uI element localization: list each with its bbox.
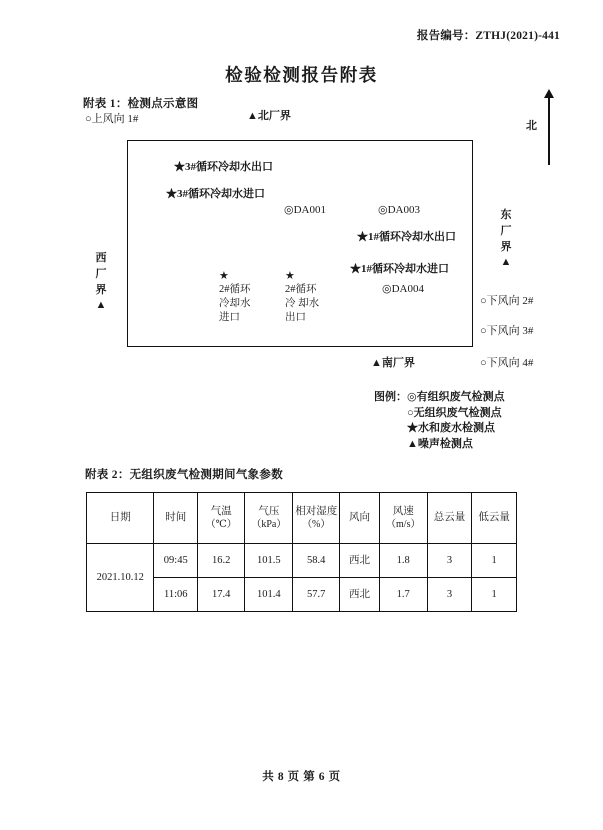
cell-temperature: 16.2 (198, 544, 245, 578)
point-label-cw2-inlet-text: 2#循环 冷却水 进口 (219, 284, 251, 323)
col-temperature (198, 493, 245, 544)
col-humidity-name: 相对湿度 (295, 505, 338, 517)
cell-low-cloud: 1 (472, 544, 517, 578)
table-body (87, 544, 517, 612)
star-icon: ★ (285, 270, 295, 282)
cell-wind-direction: 西北 (340, 578, 380, 612)
col-total-cloud-name: 总云量 (433, 512, 466, 524)
cell-pressure: 101.4 (245, 578, 293, 612)
page-footer: 共 8 页 第 6 页 (262, 771, 341, 783)
col-wind-direction-name: 风向 (348, 512, 370, 524)
east-boundary-char-0: 东 (500, 209, 512, 221)
point-label-cw2-outlet-text: 2#循环 冷 却水 出口 (285, 284, 320, 323)
col-pressure (245, 493, 293, 544)
compass-north-label: 北 (526, 120, 537, 132)
east-boundary-char-2: 界 (500, 241, 512, 253)
east-boundary-char-1: 厂 (500, 225, 512, 237)
point-label-cw2-inlet (219, 270, 251, 325)
report-number: 报告编号：ZTHJ(2021)-441 (416, 30, 560, 42)
legend-item-water: ★水和废水检测点 (407, 422, 495, 434)
cell-low-cloud: 1 (472, 578, 517, 612)
north-arrow-icon (548, 97, 550, 165)
legend (374, 390, 505, 452)
col-pressure-unit: （kPa） (251, 519, 287, 530)
col-date-name: 日期 (109, 512, 131, 524)
col-low-cloud (472, 493, 517, 544)
cell-humidity: 58.4 (293, 544, 340, 578)
point-label-da001: ◎DA001 (284, 204, 326, 216)
point-label-upwind-1: ○上风向 1# (85, 113, 139, 125)
west-boundary-char-0: 西 (95, 252, 107, 264)
appendix-2-caption: 附表 2：无组织废气检测期间气象参数 (85, 469, 284, 481)
cell-temperature: 17.4 (198, 578, 245, 612)
cell-humidity: 57.7 (293, 578, 340, 612)
col-pressure-name: 气压 (258, 505, 280, 517)
point-label-cw1-outlet: ★1#循环冷却水出口 (357, 231, 456, 243)
table-row (87, 544, 517, 578)
cell-wind-speed: 1.8 (379, 544, 427, 578)
south-boundary-label: ▲南厂界 (371, 357, 415, 369)
triangle-icon: ▲ (500, 256, 512, 268)
east-boundary-label (499, 207, 513, 270)
col-low-cloud-name: 低云量 (478, 512, 510, 524)
legend-title: 图例： (374, 391, 407, 403)
triangle-icon: ▲ (95, 299, 107, 311)
cell-wind-direction: 西北 (340, 544, 380, 578)
col-humidity (293, 493, 340, 544)
point-label-downwind-4: ○下风向 4# (480, 357, 534, 369)
point-label-cw1-inlet: ★1#循环冷却水进口 (350, 263, 449, 275)
col-wind-speed (379, 493, 427, 544)
legend-item-noise: ▲噪声检测点 (407, 437, 473, 450)
legend-item-unorganized-gas: ○无组织废气检测点 (407, 406, 502, 419)
point-label-cw2-outlet (285, 270, 319, 325)
col-temperature-unit: （℃） (205, 519, 237, 530)
table-header-row (87, 493, 517, 544)
west-boundary-char-1: 厂 (95, 268, 107, 280)
cell-pressure: 101.5 (245, 544, 293, 578)
point-label-downwind-3: ○下风向 3# (480, 325, 534, 337)
col-wind-speed-unit: （m/s） (386, 519, 421, 530)
point-label-da003: ◎DA003 (378, 204, 420, 216)
west-boundary-char-2: 界 (95, 284, 107, 296)
col-time-name: 时间 (165, 512, 187, 524)
star-icon: ★ (219, 270, 229, 282)
legend-items (407, 390, 505, 452)
cell-time: 09:45 (154, 544, 198, 578)
col-time (154, 493, 198, 544)
col-date (87, 493, 154, 544)
legend-item-organized-gas: ◎有组织废气检测点 (407, 391, 505, 403)
west-boundary-label (94, 250, 108, 313)
cell-total-cloud: 3 (427, 544, 472, 578)
point-label-downwind-2: ○下风向 2# (480, 295, 534, 307)
cell-time: 11:06 (154, 578, 198, 612)
col-total-cloud (427, 493, 472, 544)
col-temperature-name: 气温 (210, 505, 232, 517)
col-humidity-unit: （%） (302, 519, 331, 530)
weather-parameters-table (86, 492, 517, 612)
table-header (87, 493, 517, 544)
point-label-cw3-inlet: ★3#循环冷却水进口 (166, 188, 265, 200)
cell-total-cloud: 3 (427, 578, 472, 612)
col-wind-direction (340, 493, 380, 544)
page-title: 检验检测报告附表 (225, 65, 378, 85)
north-boundary-label: ▲北厂界 (247, 110, 291, 122)
cell-wind-speed: 1.7 (379, 578, 427, 612)
cell-date: 2021.10.12 (87, 544, 154, 612)
appendix-1-caption: 附表 1：检测点示意图 (83, 98, 199, 110)
point-label-cw3-outlet: ★3#循环冷却水出口 (174, 161, 273, 173)
col-wind-speed-name: 风速 (392, 505, 414, 517)
point-label-da004: ◎DA004 (382, 283, 424, 295)
